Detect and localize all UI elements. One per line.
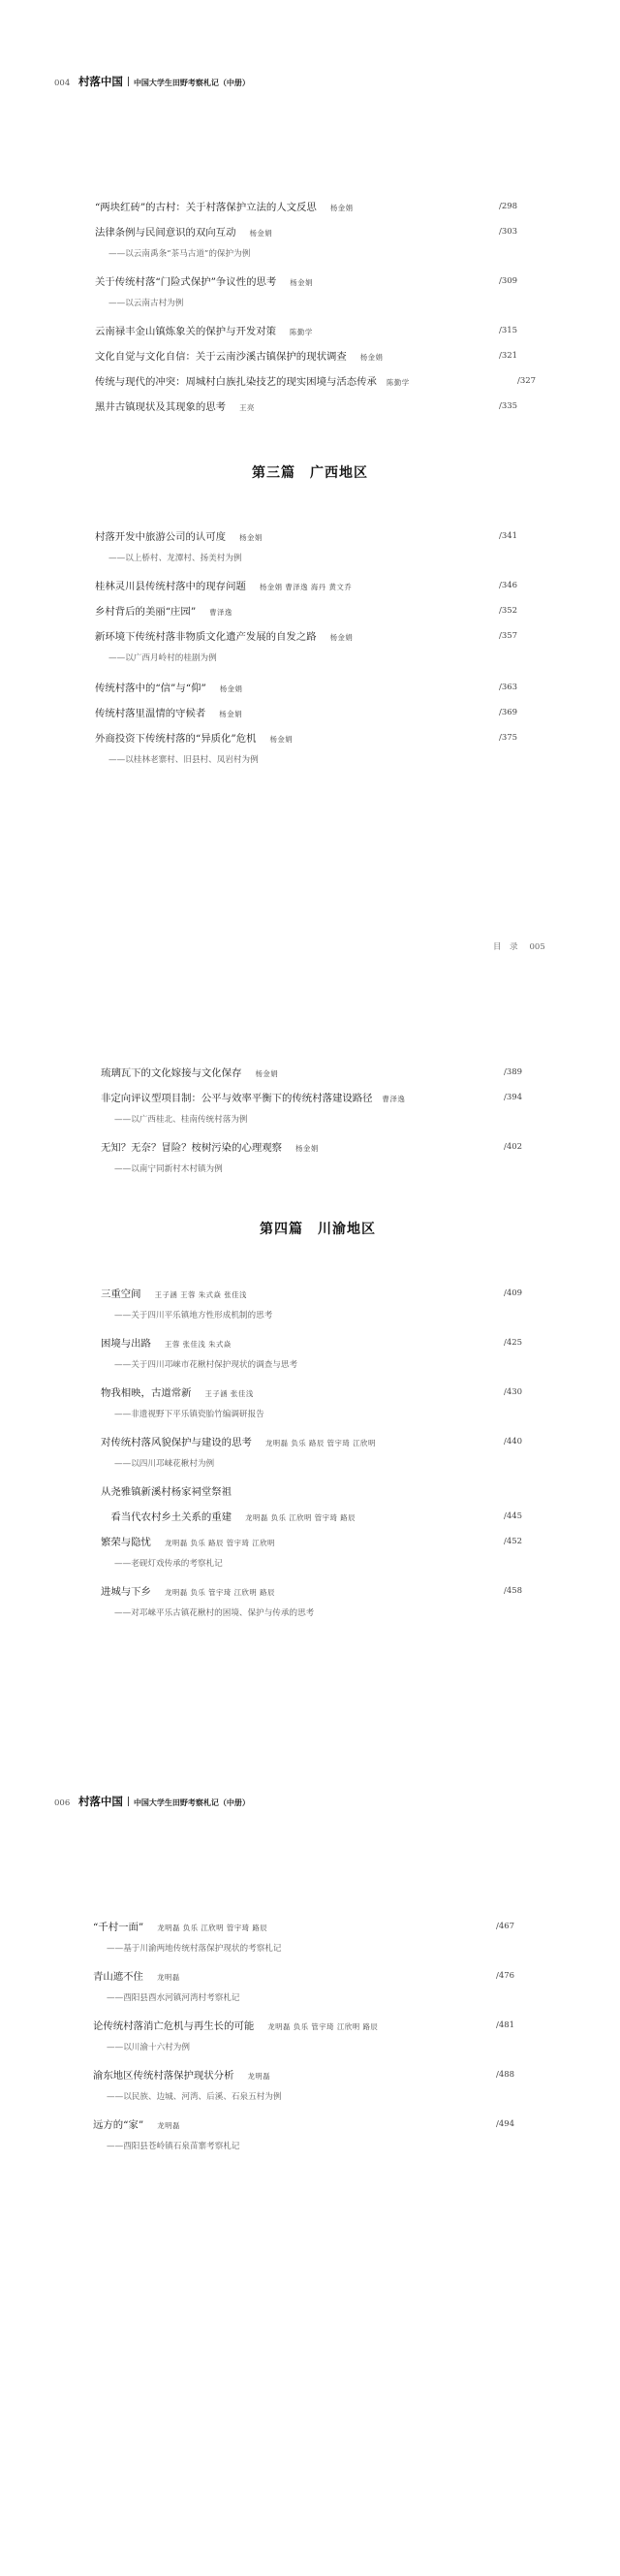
entry-subtitle: ——以云南禹条“茶马古道”的保护为例 — [108, 249, 251, 259]
toc-entry[interactable] — [101, 1434, 376, 1449]
entry-subtitle: ——以川渝十六村为例 — [107, 2043, 190, 2052]
entry-authors: 龙明磊 — [156, 1973, 180, 1982]
entry-subtitle: ——酉阳县苍岭镇石泉苗寨考察札记 — [107, 2142, 240, 2151]
entry-authors: 王子涵 王蓉 朱式焱 张佳浅 — [154, 1290, 247, 1299]
entry-title: “两块红砖”的古村：关于村落保护立法的人文反思 — [95, 202, 317, 213]
entry-page: /488 — [496, 2070, 515, 2080]
running-header — [54, 74, 250, 89]
toc-entry[interactable] — [93, 2116, 180, 2132]
page-number: 005 — [529, 942, 545, 952]
toc-entry[interactable] — [101, 1335, 232, 1351]
entry-page: /440 — [504, 1437, 523, 1447]
entry-page: /467 — [496, 1922, 515, 1931]
entry-subtitle: ——以民族、边城、河湾、后溪、石泉五村为例 — [107, 2092, 282, 2102]
toc-entry[interactable] — [93, 1919, 267, 1934]
entry-page: /357 — [499, 631, 518, 641]
entry-title: 云南禄丰金山镇炼象关的保护与开发对策 — [95, 326, 277, 337]
entry-page: /335 — [499, 401, 518, 411]
toc-entry[interactable] — [101, 1090, 405, 1105]
entry-title: 渝东地区传统村落保护现状分析 — [93, 2070, 234, 2082]
entry-title: 无知？无奈？冒险？桉树污染的心理观察 — [101, 1142, 283, 1154]
entry-authors: 曹泽逸 — [382, 1095, 406, 1103]
entry-page: /476 — [496, 1971, 515, 1981]
entry-page: /389 — [504, 1067, 523, 1077]
book-subtitle: 中国大学生田野考察札记（中册） — [133, 78, 250, 87]
toc-entry[interactable] — [95, 398, 255, 414]
entry-authors: 杨金娟 — [269, 735, 294, 744]
entry-authors: 龙明磊 负乐 路辰 管宇琦 江欣明 — [264, 1439, 376, 1447]
entry-page: /352 — [499, 606, 518, 616]
entry-page: /481 — [496, 2020, 515, 2030]
entry-page: /346 — [499, 581, 518, 590]
page-number: 006 — [54, 1798, 71, 1808]
section-heading: 第三篇 广西地区 — [252, 465, 368, 481]
entry-page: /309 — [499, 276, 518, 286]
entry-page: /494 — [496, 2119, 515, 2129]
entry-authors: 杨金娟 — [290, 278, 313, 287]
entry-authors: 杨金娟 — [329, 633, 354, 642]
entry-page: /327 — [517, 376, 537, 386]
entry-authors: 曹泽逸 — [209, 608, 232, 617]
entry-title: 关于传统村落“门险式保护”争议性的思考 — [95, 276, 277, 288]
entry-page: /375 — [499, 733, 518, 743]
entry-page: /458 — [504, 1586, 523, 1596]
entry-page: /402 — [504, 1142, 523, 1152]
entry-title: 琉璃瓦下的文化嫁接与文化保存 — [101, 1067, 242, 1079]
entry-authors: 杨金娟 — [219, 710, 242, 718]
entry-page: /298 — [499, 202, 518, 211]
running-header — [54, 1794, 250, 1809]
entry-authors: 王蓉 张佳浅 朱式焱 — [164, 1340, 232, 1349]
entry-subtitle: ——酉阳县酉水河镇河湾村考察札记 — [107, 1993, 240, 2003]
entry-page: /430 — [504, 1387, 523, 1397]
toc-entry[interactable] — [95, 730, 293, 746]
entry-authors: 杨金娟 — [255, 1069, 279, 1078]
toc-entry[interactable] — [101, 1286, 247, 1301]
toc-entry[interactable] — [95, 273, 313, 289]
entry-title: 远方的“家” — [93, 2119, 144, 2131]
header-label: 目 录 — [493, 942, 518, 952]
entry-subtitle: ——关于四川邛崃市花楸村保护现状的调查与思考 — [114, 1360, 298, 1370]
entry-title: 乡村背后的美丽“庄园” — [95, 606, 197, 618]
entry-authors: 陈勤学 — [290, 328, 313, 336]
entry-authors: 王亮 — [239, 403, 255, 412]
entry-title: 新环境下传统村落非物质文化遗产发展的自发之路 — [95, 631, 317, 643]
entry-title: 青山遮不住 — [93, 1971, 143, 1983]
entry-page: /369 — [499, 708, 518, 717]
entry-subtitle: ——以南宁同新村木村镇为例 — [114, 1164, 223, 1174]
entry-page: /303 — [499, 227, 518, 237]
entry-authors: 龙明磊 负乐 路辰 管宇琦 江欣明 — [164, 1539, 275, 1547]
toc-entry[interactable] — [95, 528, 263, 544]
entry-authors: 杨金娟 — [249, 229, 273, 238]
header-divider — [128, 1797, 129, 1806]
entry-page: /425 — [504, 1338, 523, 1348]
entry-page: /409 — [504, 1288, 523, 1298]
entry-subtitle: ——基于川渝两地传统村落保护现状的考察札记 — [107, 1944, 282, 1954]
entry-title: 非定向评议型项目制：公平与效率平衡下的传统村落建设路径 — [101, 1093, 373, 1104]
entry-title: 传统村落里温情的守候者 — [95, 708, 206, 719]
entry-authors: 龙明磊 — [157, 2121, 180, 2130]
entry-authors: 陈勤学 — [386, 378, 410, 387]
entry-authors: 杨金娟 — [219, 684, 243, 693]
toc-entry[interactable] — [101, 1534, 275, 1549]
entry-page: /363 — [499, 683, 518, 692]
entry-authors: 龙明磊 负乐 江欣明 管宇琦 路辰 — [245, 1513, 356, 1522]
entry-authors: 龙明磊 负乐 管宇琦 江欣明 路辰 — [164, 1588, 275, 1597]
entry-subtitle: ——对邛崃平乐古镇花楸村的困境、保护与传承的思考 — [114, 1608, 315, 1618]
entry-authors: 杨金娟 — [295, 1144, 319, 1153]
book-title: 村落中国 — [78, 1795, 123, 1808]
section-heading: 第四篇 川渝地区 — [260, 1222, 376, 1237]
entry-subtitle: ——以广西月岭村的桂剧为例 — [108, 653, 217, 663]
entry-page: /315 — [499, 326, 518, 335]
toc-page-005 — [0, 853, 620, 1706]
entry-title: 文化自觉与文化自信：关于云南沙溪古镇保护的现状调查 — [95, 351, 347, 363]
entry-title: 对传统村落风貌保护与建设的思考 — [101, 1437, 252, 1448]
entry-title: 村落开发中旅游公司的认可度 — [95, 531, 227, 543]
toc-entry[interactable] — [95, 323, 313, 338]
toc-entry[interactable] — [101, 1139, 319, 1155]
entry-title: 论传统村落消亡危机与再生长的可能 — [93, 2020, 255, 2032]
toc-entry[interactable] — [93, 2067, 270, 2083]
entry-authors: 杨金娟 曹泽逸 海丹 黄文乔 — [259, 583, 353, 591]
toc-page-004 — [0, 0, 620, 853]
entry-title: 外商投资下传统村落的“异质化”危机 — [95, 733, 257, 745]
entry-subtitle: ——以上桥村、龙潭村、扬美村为例 — [108, 554, 242, 563]
book-subtitle: 中国大学生田野考察札记（中册） — [133, 1797, 250, 1807]
entry-page: /394 — [504, 1093, 523, 1102]
toc-entry[interactable] — [101, 1509, 356, 1524]
entry-title: 桂林灵川县传统村落中的现存问题 — [95, 581, 246, 592]
book-title: 村落中国 — [78, 75, 123, 88]
toc-entry[interactable] — [95, 578, 352, 593]
toc-entry[interactable] — [95, 603, 232, 619]
entry-title: 传统村落中的“信”与“仰” — [95, 683, 206, 694]
toc-entry[interactable] — [95, 199, 354, 214]
toc-entry[interactable] — [93, 1968, 180, 1984]
entry-subtitle: ——老砚灯戏传承的考察札记 — [114, 1559, 223, 1569]
entry-authors: 杨金娟 — [359, 353, 384, 362]
entry-subtitle: ——以云南古村为例 — [108, 299, 184, 308]
entry-title: 从尧雅镇新溪村杨家祠堂祭祖 — [101, 1486, 232, 1498]
running-header — [493, 940, 545, 952]
entry-title: 进城与下乡 — [101, 1586, 151, 1598]
toc-entry[interactable] — [101, 1483, 245, 1499]
toc-entry[interactable] — [95, 348, 383, 364]
entry-page: /452 — [504, 1537, 523, 1546]
entry-subtitle: ——以桂林老寨村、旧县村、凤岩村为例 — [108, 755, 259, 765]
toc-entry[interactable] — [95, 224, 272, 239]
entry-subtitle: ——以四川邛崃花楸村为例 — [114, 1459, 215, 1469]
page-number: 004 — [54, 79, 71, 88]
entry-page: /321 — [499, 351, 518, 361]
header-divider — [128, 77, 129, 86]
entry-subtitle: ——非遗视野下平乐镇瓷胎竹编调研报告 — [114, 1410, 264, 1419]
entry-title: 看当代农村乡土关系的重建 — [101, 1511, 232, 1523]
entry-authors: 王子涵 张佳浅 — [204, 1389, 254, 1398]
entry-title: 繁荣与隐忧 — [101, 1537, 151, 1548]
entry-title: 困境与出路 — [101, 1338, 151, 1350]
entry-page: /445 — [504, 1511, 523, 1521]
entry-title: 三重空间 — [101, 1288, 141, 1300]
entry-page: /341 — [499, 531, 518, 541]
entry-subtitle: ——以广西桂北、桂南传统村落为例 — [114, 1115, 248, 1125]
toc-entry[interactable] — [95, 680, 242, 695]
entry-title: 法律条例与民间意识的双向互动 — [95, 227, 236, 239]
entry-subtitle: ——关于四川平乐镇地方性形成机制的思考 — [114, 1311, 273, 1320]
entry-title: “千村一面” — [93, 1922, 144, 1933]
toc-entry[interactable] — [93, 2018, 378, 2033]
entry-title: 传统与现代的冲突：周城村白族扎染技艺的现实困境与活态传承 — [95, 376, 377, 388]
entry-authors: 龙明磊 负乐 管宇琦 江欣明 路辰 — [267, 2022, 379, 2031]
toc-page-006 — [0, 1706, 620, 2576]
toc-entry[interactable] — [101, 1065, 278, 1080]
entry-authors: 龙明磊 负乐 江欣明 管宇琦 路辰 — [157, 1924, 268, 1932]
entry-title: 物我相映，古道常新 — [101, 1387, 192, 1399]
toc-entry[interactable] — [95, 628, 353, 644]
toc-entry[interactable] — [101, 1583, 275, 1599]
toc-entry[interactable] — [95, 373, 410, 389]
toc-entry[interactable] — [101, 1384, 254, 1400]
entry-title: 黑井古镇现状及其现象的思考 — [95, 401, 227, 413]
entry-authors: 杨金娟 — [239, 533, 263, 542]
entry-authors: 杨金娟 — [329, 204, 354, 212]
toc-entry[interactable] — [95, 705, 242, 720]
entry-authors: 龙明磊 — [247, 2072, 271, 2081]
